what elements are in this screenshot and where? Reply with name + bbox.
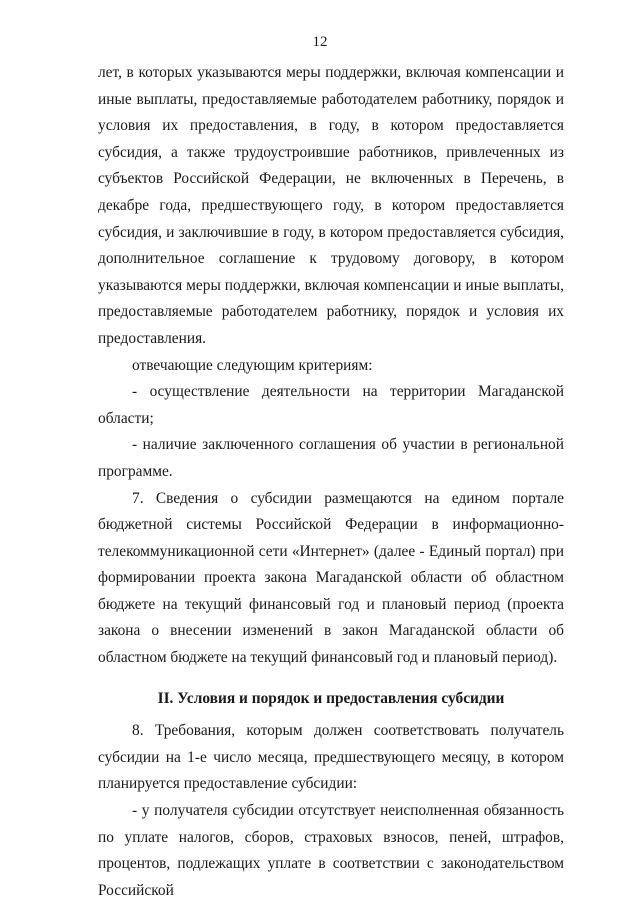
section-heading: II. Условия и порядок и предоставления субсидии <box>157 689 505 707</box>
paragraph-continuation: лет, в которых указываются меры поддержки, включая компенсации и иные выплаты, предоставляемые работодателем работнику, порядок и условия их предоставления, в году, в котором предоставляется субсидия, а также трудоустроившие работников, привлеченных из субъектов Российской Федерации, не включенных в Перечень, в декабре года, предшествующего году, в котором предоставляется субсидия, и заключившие в году, в котором предоставляется субсидия, дополнительное соглашение к трудовому договору, в котором указываются меры поддержки, включая компенсации и иные выплаты, предоставляемые работодателем работнику, порядок и условия их предоставления. <box>98 64 564 347</box>
criteria-item-agreement: - наличие заключенного соглашения об участии в региональной программе. <box>98 436 564 480</box>
page-number: 12 <box>312 34 328 50</box>
paragraph-8: 8. Требования, которым должен соответствовать получатель субсидии на 1-е число месяца, предшествующего месяцу, в котором планируется предоставление субсидии: <box>98 722 564 793</box>
paragraph-7: 7. Сведения о субсидии размещаются на едином портале бюджетной системы Российской Федерации в информационно-телекоммуникационной сети «Интернет» (далее - Единый портал) при формировании проекта закона Магаданской области об областном бюджете на текущий финансовый год и плановый период (проекта закона о внесении изменений в закон Магаданской области об областном бюджете на текущий финансовый год и плановый период). <box>98 489 564 667</box>
criteria-item-territory: - осуществление деятельности на территории Магаданской области; <box>98 383 564 427</box>
requirement-item-tax: - у получателя субсидии отсутствует неисполненная обязанность по уплате налогов, сборов, страховых взносов, пеней, штрафов, процентов, подлежащих уплате в соответствии с законодательством Российской <box>98 802 564 899</box>
document-body <box>98 60 564 904</box>
paragraph-criteria-intro: отвечающие следующим критериям: <box>132 356 373 374</box>
